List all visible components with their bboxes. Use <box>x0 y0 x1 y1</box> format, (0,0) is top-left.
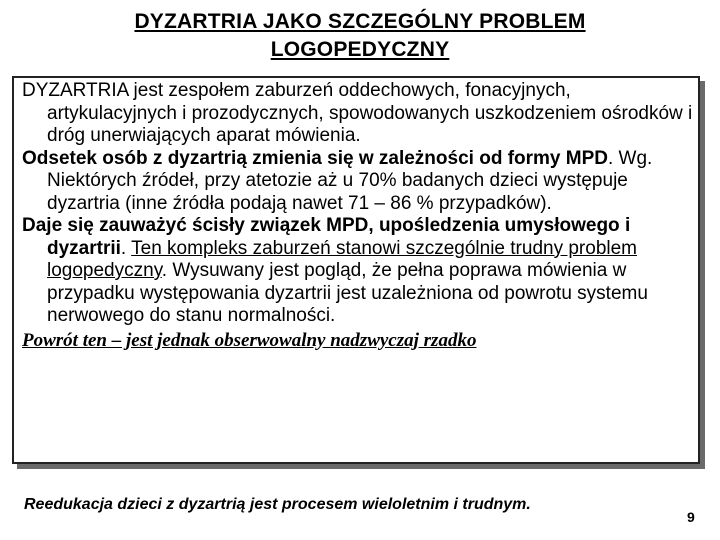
prevalence-lead: Odsetek osób z dyzartrią zmienia się w zależności od formy MPD <box>22 147 608 169</box>
slide-title-line-2: LOGOPEDYCZNY <box>270 38 450 61</box>
relationship-dot: . <box>120 237 132 259</box>
paragraph-relationship <box>22 215 702 328</box>
definition-text: jest zespołem zaburzeń oddechowych, fonacyjnych, artykulacyjnych i prozodycznych, spowodowanych uszkodzeniem ośrodków i dróg unerwiających aparat mówienia. <box>47 80 693 146</box>
page-number: 9 <box>687 509 695 525</box>
slide-title <box>0 8 720 64</box>
paragraph-definition <box>22 80 702 148</box>
definition-term: DYZARTRIA <box>22 80 129 101</box>
relationship-underlined: Ten kompleks zaburzeń stanowi szczególnie trudny problem logopedyczny <box>47 237 638 281</box>
relationship-text: . Wysuwany jest pogląd, że pełna poprawa mówienia w przypadku występowania dyzartrii jest uzależniona od powrotu systemu nerwowego do stanu normalności. <box>47 260 648 326</box>
relationship-lead: Daje się zauważyć ścisły związek MPD, upośledzenia umysłowego i dyzartrii <box>22 215 631 259</box>
footer-note: Reedukacja dzieci z dyzartrią jest procesem wieloletnim i trudnym. <box>24 496 531 513</box>
prevalence-text: . Wg. Niektórych źródeł, przy atetozie aż u 70% badanych dzieci występuje dyzartria (inne źródła podają nawet 71 – 86 % przypadków). <box>47 147 653 214</box>
emphasis-line: Powrót ten – jest jednak obserwowalny nadzwyczaj rzadko <box>22 329 477 351</box>
slide-title-line-1: DYZARTRIA JAKO SZCZEGÓLNY PROBLEM <box>134 10 586 33</box>
paragraph-prevalence <box>22 148 702 216</box>
slide-body <box>22 80 702 352</box>
